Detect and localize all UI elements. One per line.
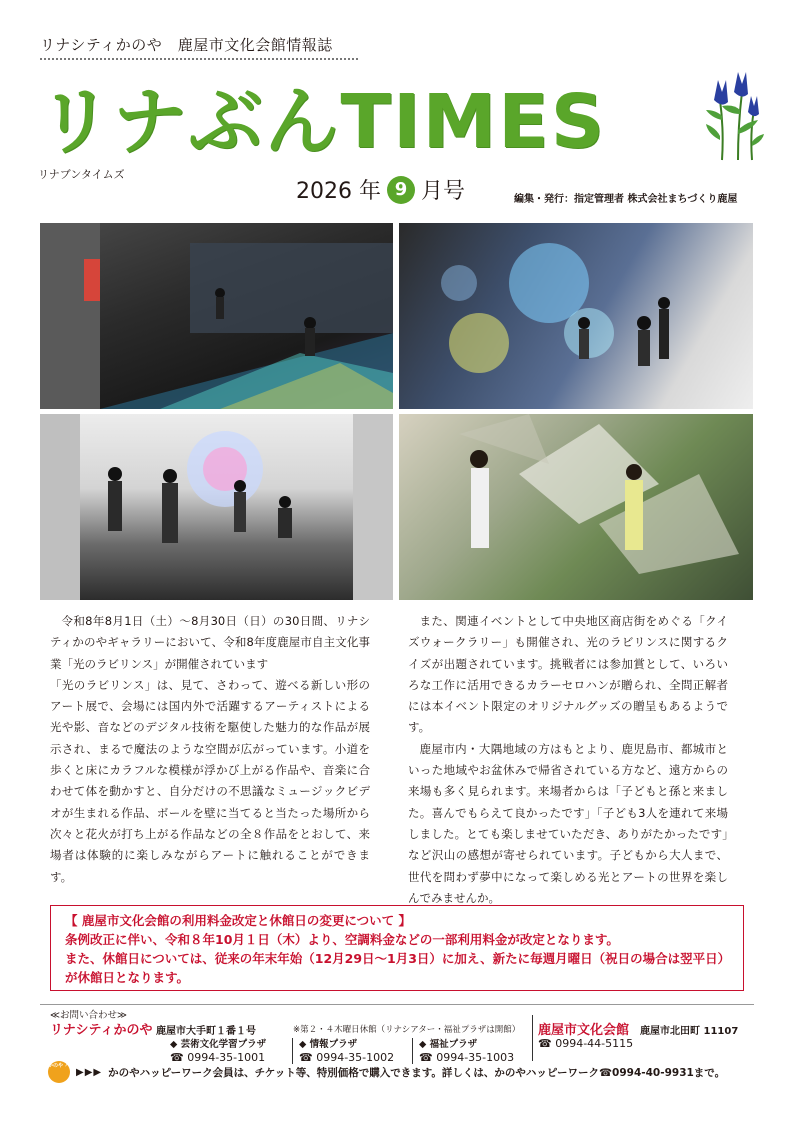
- photo-geometric-installation: [399, 414, 753, 600]
- issue-date: [296, 174, 465, 205]
- address-rinacity: 鹿屋市大手町１番１号: [156, 1026, 256, 1037]
- article-paragraph: 令和8年8月1日（土）～8月30日（日）の30日間、リナシティかのやギャラリーにおいて、令和8年度鹿屋市自主文化事業「光のラビリンス」が開催されています: [50, 614, 370, 671]
- contact-label: ≪お問い合わせ≫: [50, 1010, 127, 1021]
- issue-suffix: 月号: [420, 179, 465, 204]
- magazine-title: リナぶんTIMES: [38, 79, 607, 165]
- happywork-text: かのやハッピーワーク会員は、チケット等、特別価格で購入できます。詳しくは、かのやハッピーワーク☎0994-40-9931まで。: [108, 1066, 726, 1079]
- org-rinacity: リナシティかのや: [50, 1023, 153, 1038]
- magazine-subtitle: リナシティかのや 鹿屋市文化会館情報誌: [40, 36, 333, 54]
- arrow-icon: ▶▶▶: [76, 1066, 103, 1078]
- plaza-name: ◆ 情報プラザ: [299, 1039, 358, 1050]
- notice-heading: 【 鹿屋市文化会館の利用料金改定と休館日の変更について 】: [65, 913, 411, 928]
- title-reading: リナブンタイムズ: [38, 168, 125, 181]
- org-bunka-kaikan: 鹿屋市文化会館: [538, 1023, 630, 1038]
- notice-line: 条例改正に伴い、令和８年10月１日（木）より、空調料金などの一部利用料金が改定となります。: [65, 932, 619, 947]
- contact-divider: [532, 1015, 533, 1061]
- plaza-name: ◆ 福祉プラザ: [419, 1039, 478, 1050]
- gentian-flower-icon: [702, 70, 764, 162]
- article-paragraph: また、関連イベントとして中央地区商店街をめぐる「クイズウォークラリー」も開催され、光のラビリンスに関するクイズが出題されています。挑戦者には参加賞として、いろいろな工作に活用できるカラーセロハンが贈られ、全問正解者には本イベント限定のオリジナルグッズの贈呈もあるようです。: [408, 614, 728, 735]
- plaza-phone: ☎ 0994-35-1001: [170, 1051, 266, 1064]
- article-paragraph: 「光のラビリンス」は、見て、さわって、遊べる新しい形のアート展で、会場には国内外で活躍するアーティストによる光や影、音などのデジタル技術を駆使した魅力的な作品が展示され、まるで魔法のような空間が広がっています。小道を歩くと床にカラフルな模様が浮かび上がる作品や、音楽に合わせて体を動かすと、自分だけの不思議なミュージックビデオが生まれる作品、ボールを壁に当てると当たった場所から次々と花火が打ち上がる作品などの全８作品をとおして、来場者は体験的に楽しみながらアートに触れることができます。: [50, 677, 370, 884]
- issue-month: 9: [387, 176, 415, 204]
- issue-year: 2026 年: [296, 179, 381, 204]
- plaza-name: ◆ 芸術文化学習プラザ: [170, 1039, 267, 1050]
- closed-note: ※第２・４木曜日休館（リナシアター・福祉プラザは開館）: [293, 1025, 521, 1035]
- photo-gallery-floor-projection: [40, 223, 393, 409]
- publisher: 編集・発行：指定管理者 株式会社まちづくり鹿屋: [514, 194, 738, 205]
- plaza-phone: ☎ 0994-35-1003: [419, 1051, 515, 1064]
- photo-fireworks-room: [40, 414, 393, 600]
- article-paragraph: 鹿屋市内・大隅地域の方はもとより、鹿児島市、都城市といった地域やお盆休みで帰省されている方など、遠方からの来場も多く見られます。来場者からは「子どもと孫と来ました。喜んでもらえて良かったです」「子ども3人を連れて来場しました。とても楽しませていただき、ありがたかったです」など沢山の感想が寄せられています。子どもから大人まで、世代を問わず夢中になって楽しめる光とアートの世界を楽しんでみませんか。: [408, 741, 728, 905]
- article-column-left: [50, 611, 370, 888]
- notice-box: [50, 905, 744, 991]
- notice-line: また、休館日については、従来の年末年始（12月29日～1月3日）に加え、新たに毎週月曜日（祝日の場合は翌平日）が休館日となります。: [65, 951, 731, 985]
- address-bunka-kaikan: 鹿屋市北田町 11107: [640, 1026, 739, 1037]
- plaza-phone: ☎ 0994-35-1002: [299, 1051, 395, 1064]
- photo-interactive-wall-projection: [399, 223, 753, 409]
- happywork-logo: かのや ハッピー ワーク: [48, 1061, 70, 1083]
- happywork-banner: [48, 1061, 725, 1083]
- dotted-divider: [40, 58, 358, 60]
- phone-bunka-kaikan: ☎ 0994-44-5115: [538, 1037, 634, 1050]
- article-column-right: [408, 611, 728, 909]
- masthead: [38, 78, 698, 168]
